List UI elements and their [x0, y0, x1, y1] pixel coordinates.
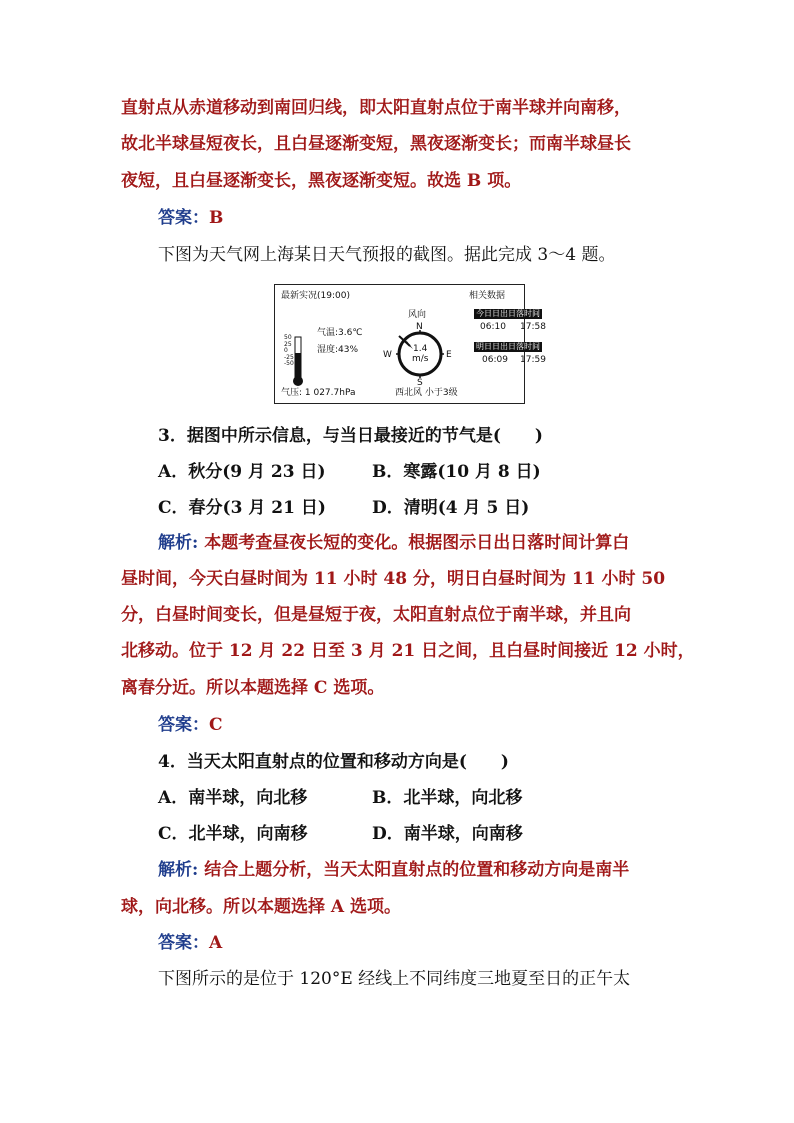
q4-option-c: C．北半球，向南移: [158, 824, 308, 844]
q3-option-a: A．秋分(9 月 23 日): [158, 462, 326, 482]
analysis3-line-4: 北移动。位于 12 月 22 日至 3 月 21 日之间，且白昼时间接近 12 小时，: [121, 641, 695, 661]
analysis-label: 解析:: [158, 860, 199, 880]
tomorrow-sunset: 17:59: [520, 355, 546, 365]
analysis3-line-5: 离春分近。所以本题选择 C 选项。: [121, 678, 385, 698]
wind-unit: m/s: [412, 354, 429, 364]
q4-option-b: B．北半球，向北移: [372, 788, 523, 808]
compass-e: E: [446, 350, 452, 360]
compass-w: W: [383, 350, 392, 360]
today-label: 今日日出日落时间: [476, 309, 540, 318]
analysis-label: 解析:: [158, 533, 199, 553]
answer-value: C: [209, 715, 223, 735]
weather-figure: [274, 284, 546, 404]
analysis3-line-1: 解析: 本题考查昼夜长短的变化。根据图示日出日落时间计算白: [158, 533, 630, 553]
pressure: 气压: 1 027.7hPa: [281, 388, 356, 398]
explanation-line-1: 直射点从赤道移动到南回归线，即太阳直射点位于南半球并向南移，: [121, 98, 631, 118]
answer-label: 答案：: [158, 208, 209, 228]
answer-value: A: [209, 933, 223, 953]
figure-header: 最新实况(19:00): [281, 291, 350, 301]
compass-s: S: [417, 378, 423, 388]
today-sunrise: 06:10: [480, 322, 506, 332]
compass-n: N: [416, 322, 423, 332]
answer-1: [158, 207, 223, 229]
analysis4-line-2: 球，向北移。所以本题选择 A 选项。: [121, 897, 402, 917]
data-title: 相关数据: [468, 291, 506, 301]
q4-option-d: D．南半球，向南移: [372, 824, 523, 844]
answer-label: 答案：: [158, 715, 209, 735]
analysis3-line-3: 分，白昼时间变长，但是昼短于夜，太阳直射点位于南半球，并且向: [121, 605, 631, 625]
today-sunset: 17:58: [520, 322, 546, 332]
thermometer-mercury: [295, 353, 301, 379]
tomorrow-label: 明日日出日落时间: [476, 342, 540, 351]
tomorrow-sunrise: 06:09: [482, 355, 508, 365]
thermometer-bulb: [293, 376, 303, 386]
humidity: 湿度:43%: [317, 345, 359, 355]
q3-stem: 3．据图中所示信息，与当日最接近的节气是( ): [158, 426, 543, 446]
question-intro: 下图为天气网上海某日天气预报的截图。据此完成 3～4 题。: [158, 245, 616, 265]
thermometer-ticks: 50 25 0 -25 -50: [284, 334, 294, 367]
wind-speed: 1.4: [413, 344, 428, 354]
answer-value: B: [209, 208, 224, 228]
q4-stem: 4．当天太阳直射点的位置和移动方向是( ): [158, 752, 509, 772]
q3-option-d: D．清明(4 月 5 日): [372, 498, 530, 518]
analysis3-line-2: 昼时间，今天白昼时间为 11 小时 48 分，明日白昼时间为 11 小时 50: [121, 569, 666, 589]
wind-description: 西北风 小于3级: [395, 388, 458, 398]
explanation-line-3: 夜短，且白昼逐渐变长，黑夜逐渐变短。故选 B 项。: [121, 171, 522, 191]
analysis4-line-1: 解析: 结合上题分析，当天太阳直射点的位置和移动方向是南半: [158, 860, 630, 880]
q3-option-b: B．寒露(10 月 8 日): [372, 462, 541, 482]
q4-option-a: A．南半球，向北移: [158, 788, 308, 808]
wind-label: 风向: [408, 310, 427, 320]
q3-option-c: C．春分(3 月 21 日): [158, 498, 326, 518]
answer-3: [158, 714, 223, 736]
explanation-line-2: 故北半球昼短夜长，且白昼逐渐变短，黑夜逐渐变长；而南半球昼长: [121, 134, 631, 154]
temperature: 气温:3.6℃: [317, 328, 363, 338]
next-question-intro: 下图所示的是位于 120°E 经线上不同纬度三地夏至日的正午太: [158, 969, 631, 989]
answer-label: 答案：: [158, 933, 209, 953]
answer-4: [158, 932, 222, 954]
